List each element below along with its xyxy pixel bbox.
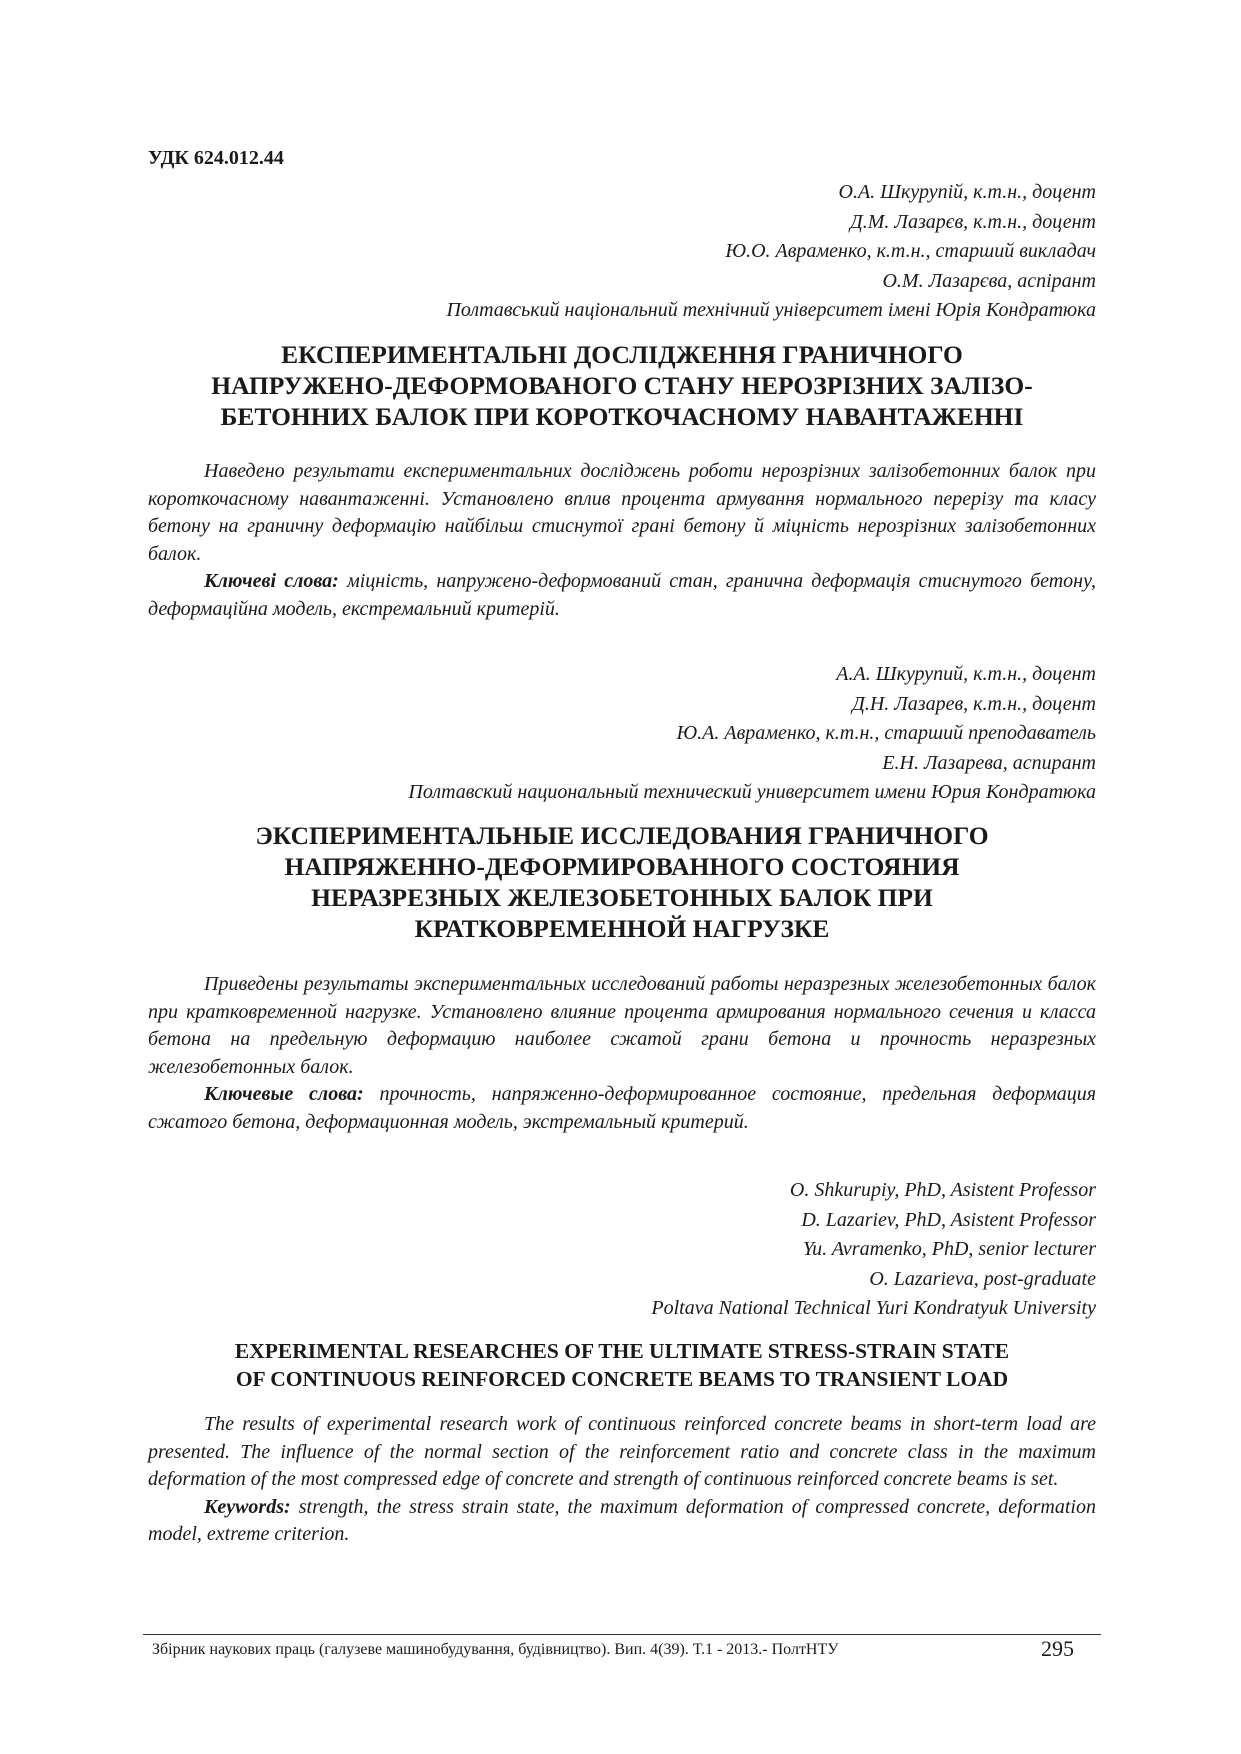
- keywords-label: Ключеві слова:: [204, 570, 339, 592]
- keywords-text: міцність, напружено-деформований стан, гранична деформація стиснутого бетону, деформаційна модель, екстремальний критерій.: [148, 570, 1096, 620]
- abstract-en: [148, 1411, 1096, 1549]
- journal-footer: Збірник наукових праць (галузеве машинобудування, будівництво). Вип. 4(39). Т.1 - 2013.- ПолтНТУ: [152, 1641, 839, 1658]
- author-line: Ю.А. Авраменко, к.т.н., старший преподаватель: [676, 722, 1096, 744]
- keywords-label: Ключевые слова:: [204, 1083, 364, 1105]
- author-line: Е.Н. Лазарева, аспирант: [882, 751, 1096, 774]
- abstract-text: The results of experimental research work of continuous reinforced concrete beams in short-term load are presented. The influence of the normal section of the reinforcement ratio and concrete class in the maximum deformation of the most compressed edge of concrete and strength of continuous reinforced concrete beams is set.: [148, 1413, 1096, 1490]
- title-line: ЕКСПЕРИМЕНТАЛЬНІ ДОСЛІДЖЕННЯ ГРАНИЧНОГО: [281, 340, 963, 369]
- author-line: А.А. Шкурупий, к.т.н., доцент: [836, 663, 1096, 685]
- author-line: Ю.О. Авраменко, к.т.н., старший викладач: [725, 240, 1096, 262]
- title-line: НАПРЯЖЕННО-ДЕФОРМИРОВАННОГО СОСТОЯНИЯ: [284, 852, 960, 881]
- authors-ru: [408, 660, 1096, 808]
- title-line: НАПРУЖЕНО-ДЕФОРМОВАНОГО СТАНУ НЕРОЗРІЗНИХ ЗАЛІЗО-: [211, 371, 1033, 400]
- affiliation: Полтавський національний технічний університет імені Юрія Кондратюка: [446, 299, 1096, 321]
- author-line: O. Shkurupiy, PhD, Asistent Professor: [789, 1179, 1096, 1201]
- abstract-uk: [148, 458, 1096, 623]
- abstract-ru: [148, 971, 1096, 1136]
- keywords-label: Keywords:: [204, 1495, 291, 1518]
- paper-page: [148, 0, 1096, 1754]
- title-line: КРАТКОВРЕМЕННОЙ НАГРУЗКЕ: [414, 914, 830, 943]
- keywords-paragraph: [148, 568, 1096, 623]
- keywords-paragraph: [148, 1494, 1096, 1549]
- title-line: БЕТОННИХ БАЛОК ПРИ КОРОТКОЧАСНОМУ НАВАНТАЖЕННІ: [220, 402, 1024, 431]
- footer-divider: [143, 1634, 1101, 1635]
- page-number: 295: [1041, 1636, 1074, 1661]
- title-line: ЭКСПЕРИМЕНТАЛЬНЫЕ ИССЛЕДОВАНИЯ ГРАНИЧНОГО: [255, 821, 989, 850]
- title-line: OF CONTINUOUS REINFORCED CONCRETE BEAMS TO TRANSIENT LOAD: [235, 1367, 1009, 1391]
- author-line: Д.М. Лазарєв, к.т.н., доцент: [850, 210, 1096, 233]
- authors-en: [651, 1176, 1096, 1324]
- title-line: НЕРАЗРЕЗНЫХ ЖЕЛЕЗОБЕТОННЫХ БАЛОК ПРИ: [311, 883, 933, 912]
- keywords-text: прочность, напряженно-деформированное состояние, предельная деформация сжатого бетона, деформационная модель, экстремальный критерий.: [148, 1083, 1097, 1133]
- authors-uk: [446, 178, 1096, 326]
- title-line: EXPERIMENTAL RESEARCHES OF THE ULTIMATE STRESS-STRAIN STATE: [234, 1339, 1010, 1363]
- author-line: О.М. Лазарєва, аспірант: [882, 269, 1096, 292]
- keywords-paragraph: [148, 1081, 1096, 1136]
- keywords-text: strength, the stress strain state, the maximum deformation of compressed concrete, deformation model, extreme criterion.: [148, 1495, 1096, 1545]
- abstract-text: Наведено результати експериментальних досліджень роботи нерозрізних залізобетонних балок при короткочасному навантаженні. Установлено вплив процента армування нормального перерізу та класу бетону на граничну деформацію найбільш стиснутої грані бетону й міцність нерозрізних залізобетонних балок.: [148, 460, 1096, 565]
- abstract-text: Приведены результаты экспериментальных исследований работы неразрезных железобетонных балок при кратковременной нагрузке. Установлено влияние процента армирования нормального сечения и класса бетона на предельную деформацию наиболее сжатой грани бетона и прочность неразрезных железобетонных балок.: [148, 973, 1096, 1078]
- affiliation: Полтавский национальный технический университет имени Юрия Кондратюка: [408, 781, 1096, 803]
- title-uk: [148, 339, 1096, 432]
- author-line: О.А. Шкурупій, к.т.н., доцент: [838, 181, 1096, 203]
- udk-code: УДК 624.012.44: [148, 147, 284, 169]
- author-line: D. Lazariev, PhD, Asistent Professor: [801, 1208, 1096, 1231]
- author-line: O. Lazarieva, post-graduate: [869, 1267, 1096, 1290]
- author-line: Д.Н. Лазарев, к.т.н., доцент: [852, 692, 1096, 715]
- author-line: Yu. Avramenko, PhD, senior lecturer: [802, 1238, 1096, 1260]
- title-ru: [148, 820, 1096, 944]
- affiliation: Poltava National Technical Yuri Kondratyuk University: [651, 1297, 1096, 1319]
- title-en: [148, 1337, 1096, 1393]
